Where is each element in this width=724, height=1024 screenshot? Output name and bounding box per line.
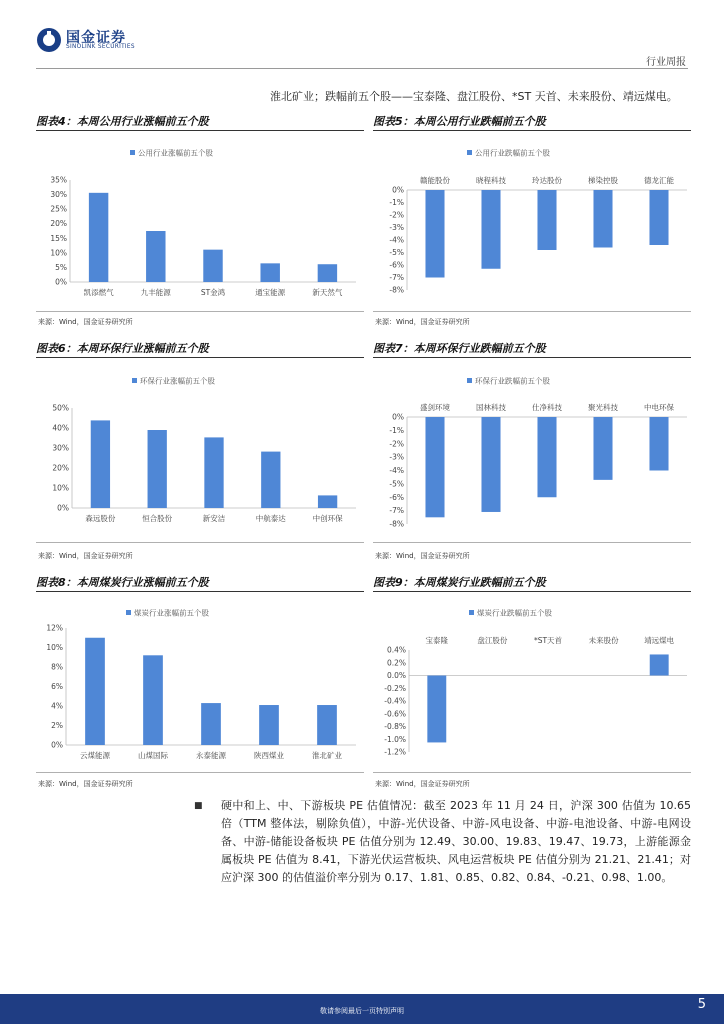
y-tick-label: -6%: [389, 492, 404, 502]
logo-text-en: SINOLINK SECURITIES: [66, 44, 135, 50]
fig5-bottom-rule: [373, 311, 691, 312]
x-category-label: 赣能股份: [420, 176, 450, 185]
y-tick-label: 0.2%: [386, 658, 406, 668]
fig8-bottom-rule: [36, 772, 364, 773]
pe-valuation-paragraph: 硬中和上、中、下游板块 PE 估值情况：截至 2023 年 11 月 24 日，沪深 300 估值为 10.65 倍（TTM 整体法，剔除负值），中游-光伏设备、中游-风电设备、中游-电池设备、中游-电网设备、中游-储能设备板块 PE 估值分别为 12.49、30.00、19.83、19.47、19.73，上游能源金属板块 PE 估值为 8.41，下游光伏运营板块、风电运营板块 PE 估值分别为 21.21、21.41；对应沪深 300 的估值溢价率分别为 0.17、1.81、0.85、0.82、0.84、-0.21、0.98、1.00。: [221, 799, 691, 884]
bar-2: [481, 417, 500, 512]
x-category-label: 宝泰隆: [425, 636, 449, 645]
legend-swatch: [469, 610, 474, 615]
y-tick-label: 5%: [55, 262, 67, 272]
fig6-chart: [36, 368, 364, 540]
x-category-label: 盛剑环境: [420, 403, 450, 412]
bar-4: [261, 452, 280, 508]
bar-3: [203, 250, 222, 282]
logo-text-cn: 国金证券: [66, 30, 126, 46]
y-tick-label: 20%: [50, 219, 67, 229]
fig9-title-rule: [373, 591, 691, 592]
y-tick-label: 10%: [46, 643, 63, 652]
header-divider: [36, 68, 688, 69]
fig5-chart: [373, 140, 691, 308]
y-tick-label: -3%: [389, 223, 404, 232]
bar-2: [148, 430, 167, 508]
x-category-label: 山煤国际: [138, 751, 168, 760]
legend-swatch: [467, 150, 472, 155]
fig8-title: 图表8：本周煤炭行业涨幅前五个股: [36, 576, 209, 589]
y-tick-label: -1%: [389, 425, 404, 435]
bar-2: [143, 655, 163, 745]
fig4-chart: [36, 140, 364, 308]
fig4-title: 图表4：本周公用行业涨幅前五个股: [36, 115, 209, 128]
y-tick-label: 15%: [50, 233, 67, 243]
y-tick-label: 10%: [50, 248, 67, 258]
y-tick-label: -0.4%: [384, 696, 406, 706]
footer-disclaimer: 敬请参阅最后一页特别声明: [320, 1007, 404, 1015]
fig7-title: 图表7：本周环保行业跌幅前五个股: [373, 342, 546, 355]
fig8-chart: [36, 600, 364, 770]
x-category-label: 永泰能源: [196, 751, 226, 760]
legend-swatch: [467, 378, 472, 383]
legend-swatch: [126, 610, 131, 615]
y-tick-label: -8%: [389, 519, 404, 529]
fig4-title-rule: [36, 130, 364, 131]
x-category-label: 通宝能源: [255, 288, 286, 297]
x-category-label: 新天然气: [312, 288, 343, 297]
x-category-label: 玲达股份: [532, 176, 562, 185]
y-tick-label: 0.4%: [386, 645, 406, 655]
bar-5: [318, 495, 337, 508]
y-tick-label: -8%: [389, 285, 404, 295]
fig5-title-rule: [373, 130, 691, 131]
x-category-label: 淮北矿业: [312, 751, 342, 760]
bar-5: [649, 417, 668, 471]
y-tick-label: -1.2%: [384, 747, 406, 757]
y-tick-label: 0%: [55, 277, 67, 287]
bar-1: [89, 193, 108, 282]
y-tick-label: -2%: [389, 439, 404, 449]
x-category-label: 中航泰达: [255, 514, 286, 523]
y-tick-label: 0%: [57, 503, 69, 513]
y-tick-label: 25%: [50, 204, 67, 214]
bar-1: [425, 417, 444, 517]
y-tick-label: 4%: [51, 701, 63, 711]
fig9-title: 图表9：本周煤炭行业跌幅前五个股: [373, 576, 546, 589]
x-category-label: 恒合股份: [142, 514, 173, 523]
y-tick-label: -5%: [389, 248, 404, 257]
bar-3: [537, 190, 556, 250]
y-tick-label: -4%: [389, 235, 404, 245]
y-tick-label: -5%: [389, 479, 404, 489]
y-tick-label: 40%: [52, 423, 69, 433]
x-category-label: 靖远煤电: [644, 636, 675, 645]
y-tick-label: 0%: [392, 185, 404, 195]
x-category-label: 聚光科技: [588, 403, 618, 412]
y-tick-label: 6%: [51, 682, 63, 691]
bar-1: [427, 676, 446, 743]
legend-swatch: [132, 378, 137, 383]
y-tick-label: -4%: [389, 466, 404, 475]
x-category-label: 森远股份: [85, 514, 116, 523]
bar-1: [425, 190, 444, 278]
bullet-square-icon: ■: [194, 801, 203, 811]
x-category-label: 晓程科技: [476, 176, 506, 185]
x-category-label: *ST天首: [533, 636, 563, 645]
y-tick-label: -7%: [389, 506, 404, 516]
x-category-label: 梯染控股: [588, 176, 618, 185]
y-tick-label: 2%: [51, 721, 63, 730]
fig7-bottom-rule: [373, 542, 691, 543]
bar-3: [201, 703, 221, 745]
bar-2: [481, 190, 500, 269]
y-tick-label: 35%: [50, 175, 67, 185]
bar-4: [260, 263, 279, 282]
y-tick-label: 8%: [51, 662, 63, 672]
fig6-bottom-rule: [36, 542, 364, 543]
y-tick-label: -2%: [389, 210, 404, 220]
bar-4: [593, 417, 612, 480]
page-number: 5: [697, 997, 706, 1012]
y-tick-label: 50%: [52, 403, 69, 413]
bar-5: [318, 264, 337, 282]
y-tick-label: -0.2%: [384, 683, 406, 693]
intro-text: 淮北矿业；跌幅前五个股——宝泰隆、盘江股份、*ST 天首、未来股份、靖远煤电。: [270, 90, 678, 103]
fig6-title: 图表6：本周环保行业涨幅前五个股: [36, 342, 209, 355]
legend-label: 公用行业涨幅前五个股: [138, 148, 213, 158]
bar-4: [593, 190, 612, 248]
report-type-label: 行业周报: [646, 57, 686, 68]
y-tick-label: 0%: [392, 412, 404, 422]
y-tick-label: 20%: [52, 463, 69, 473]
y-tick-label: -1%: [389, 198, 404, 207]
x-category-label: 云煤能源: [80, 751, 110, 760]
fig6-title-rule: [36, 357, 364, 358]
y-tick-label: -3%: [389, 452, 404, 462]
legend-label: 煤炭行业跌幅前五个股: [477, 608, 552, 618]
bar-3: [537, 417, 556, 497]
y-tick-label: -6%: [389, 260, 404, 270]
legend-swatch: [130, 150, 135, 155]
bar-1: [91, 420, 110, 508]
x-category-label: 仕净科技: [532, 403, 562, 412]
x-category-label: 中创环保: [312, 514, 343, 523]
legend-label: 煤炭行业涨幅前五个股: [134, 608, 209, 618]
y-tick-label: 10%: [52, 483, 69, 493]
y-tick-label: -0.8%: [384, 722, 406, 731]
x-category-label: 国林科技: [476, 403, 506, 412]
bar-5: [649, 190, 668, 245]
bar-1: [85, 638, 105, 745]
y-tick-label: -0.6%: [384, 709, 406, 719]
company-logo: [36, 27, 166, 53]
y-tick-label: 0.0%: [386, 671, 406, 680]
fig4-source: 来源：Wind，国金证券研究所: [38, 318, 133, 326]
fig7-chart: [373, 368, 691, 540]
fig9-bottom-rule: [373, 772, 691, 773]
legend-label: 环保行业涨幅前五个股: [140, 376, 215, 386]
x-category-label: ST金鸿: [200, 288, 226, 297]
bar-2: [146, 231, 165, 282]
x-category-label: 陕西煤业: [254, 751, 284, 760]
fig9-chart: [373, 600, 691, 770]
legend-label: 公用行业跌幅前五个股: [475, 148, 550, 158]
fig7-title-rule: [373, 357, 691, 358]
page-header: [0, 0, 724, 70]
logo-icon: [36, 27, 62, 53]
y-tick-label: -1.0%: [384, 734, 406, 744]
bar-3: [204, 437, 223, 508]
fig7-source: 来源：Wind，国金证券研究所: [375, 552, 470, 560]
bar-5: [650, 654, 669, 675]
x-category-label: 中电环保: [644, 403, 674, 412]
fig9-source: 来源：Wind，国金证券研究所: [375, 780, 470, 788]
fig4-bottom-rule: [36, 311, 364, 312]
bar-5: [317, 705, 337, 745]
bar-4: [259, 705, 279, 745]
fig8-source: 来源：Wind，国金证券研究所: [38, 780, 133, 788]
y-tick-label: 12%: [46, 623, 63, 633]
x-category-label: 盘江股份: [477, 636, 508, 645]
x-category-label: 新安洁: [202, 514, 226, 523]
fig8-title-rule: [36, 591, 364, 592]
x-category-label: 九丰能源: [140, 288, 171, 297]
y-tick-label: 30%: [50, 190, 67, 200]
x-category-label: 凯添燃气: [83, 288, 114, 297]
fig5-source: 来源：Wind，国金证券研究所: [375, 318, 470, 326]
x-category-label: 德龙汇能: [644, 176, 674, 185]
y-tick-label: 30%: [52, 443, 69, 453]
fig6-source: 来源：Wind，国金证券研究所: [38, 552, 133, 560]
legend-label: 环保行业跌幅前五个股: [475, 376, 550, 386]
x-category-label: 未来股份: [588, 636, 619, 645]
y-tick-label: 0%: [51, 740, 63, 750]
y-tick-label: -7%: [389, 273, 404, 282]
fig5-title: 图表5：本周公用行业跌幅前五个股: [373, 115, 546, 128]
